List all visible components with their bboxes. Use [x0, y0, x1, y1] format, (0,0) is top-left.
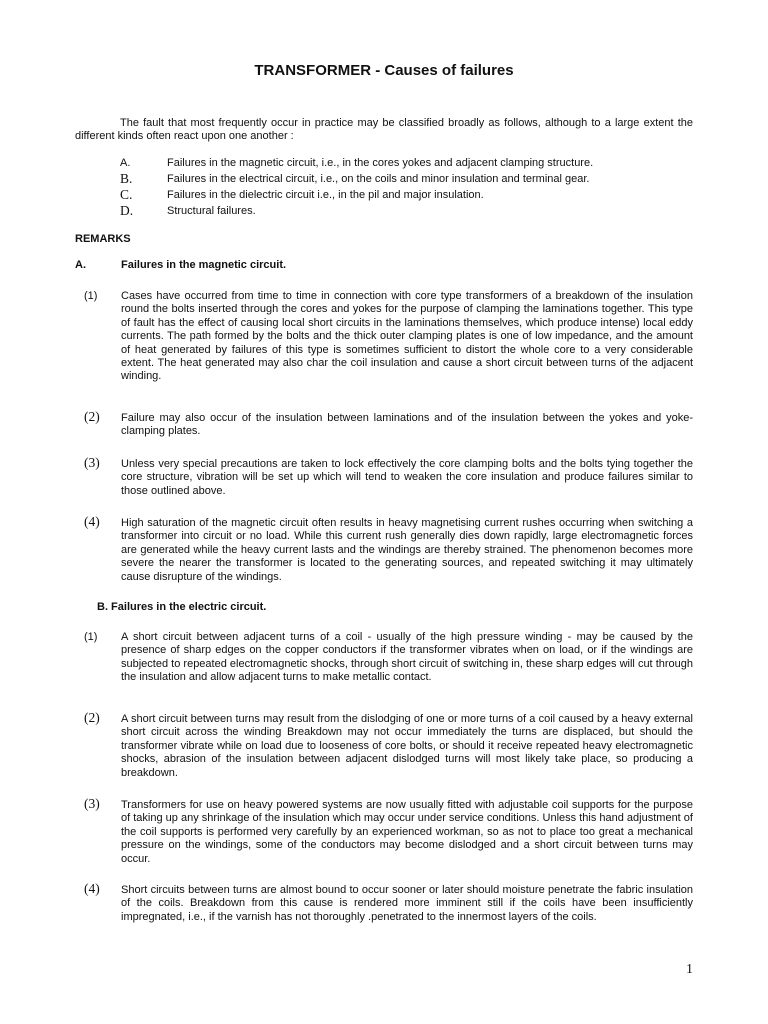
page-title: TRANSFORMER - Causes of failures — [254, 62, 514, 79]
paragraph-number: (2) — [84, 710, 100, 725]
paragraph-number: (3) — [84, 455, 100, 470]
section-b-heading: B. Failures in the electric circuit. — [97, 601, 267, 613]
category-letter: C. — [120, 187, 133, 202]
paragraph-text: A short circuit between adjacent turns of a coil - usually of the high pressure winding - may be caused by the presence of sharp edges on the copper conductors if the transformer vibrates when on load, or if the windings are subjected to repeated electromagnetic shocks, through short circuit of switching in, these sharp edges will cut through the insulation and allow adjacent turns to make metallic contact. — [121, 631, 693, 684]
paragraph-text: Short circuits between turns are almost bound to occur sooner or later should moisture penetrate the fabric insulation of the coils. Breakdown from this cause is rendered more imminent still if the coils have been insufficiently impregnated, i.e., if the varnish has not thoroughly .penetrated to the innermost layers of the coils. — [121, 884, 693, 923]
category-text: Failures in the magnetic circuit, i.e., in the cores yokes and adjacent clamping structure. — [167, 157, 594, 169]
paragraph-text: Transformers for use on heavy powered systems are now usually fitted with adjustable coil supports for the purpose of taking up any shrinkage of the insulation which may occur under service conditions. Unless this hand adjustment of the coil supports is performed very carefully by an experienced workman, so as not to place too great a mechanical pressure on the windings, some of the conductors may become dislodged and a short circuit between turns may occur. — [121, 799, 693, 865]
paragraph-number: (1) — [84, 290, 98, 302]
category-text: Structural failures. — [167, 205, 256, 217]
paragraph-text: Unless very special precautions are taken to lock effectively the core clamping bolts and the bolts tying together the core structure, vibration will be set up which will tend to weaken the core insulation and produce failures similar to those outlined above. — [121, 458, 693, 497]
category-letter: D. — [120, 203, 134, 218]
category-item — [0, 172, 768, 188]
paragraph-number: (2) — [84, 409, 100, 424]
section-a-title: Failures in the magnetic circuit. — [121, 259, 287, 271]
paragraph-number: (3) — [84, 796, 100, 811]
category-letter: B. — [120, 171, 133, 186]
paragraph-text: Failure may also occur of the insulation between laminations and of the insulation between the yokes and yoke-clamping plates. — [121, 412, 693, 438]
category-item — [0, 204, 768, 220]
paragraph-number: (4) — [84, 514, 100, 529]
paragraph-number: (1) — [84, 631, 98, 643]
failure-categories-list — [0, 156, 768, 220]
category-item — [0, 156, 768, 172]
category-text: Failures in the dielectric circuit i.e., in the pil and major insulation. — [167, 189, 484, 201]
paragraph-text: High saturation of the magnetic circuit often results in heavy magnetising current rushes occurring when switching a transformer into circuit or no load. While this current rush generally dies down rapidly, large electromagnetic forces are generated while the heavy current lasts and the windings are thereby strained. The phenomenon becomes more severe the nearer the transformer is located to the generating sources, and repeated switching it may ultimately cause disrupture of the windings. — [121, 517, 693, 583]
page-number: 1 — [686, 962, 693, 977]
intro-paragraph: The fault that most frequently occur in practice may be classified broadly as follows, although to a large extent the different kinds often react upon one another : — [75, 117, 693, 143]
section-a-letter: A. — [75, 259, 86, 271]
category-text: Failures in the electrical circuit, i.e., on the coils and minor insulation and terminal gear. — [167, 173, 590, 185]
paragraph-text: A short circuit between turns may result from the dislodging of one or more turns of a coil caused by a heavy external short circuit across the winding Breakdown may not occur immediately the turns are displaced, but should the transformer vibrate while on load due to looseness of core bolts, or should it receive repeated heavy electromagnetic shocks, abrasion of the insulation between adjacent dislodged turns will most likely take place, so producing a breakdown. — [121, 713, 693, 779]
paragraph-text: Cases have occurred from time to time in connection with core type transformers of a breakdown of the insulation round the bolts inserted through the cores and yokes for the purpose of clamping the laminations together. This type of fault has the effect of causing local short circuits in the laminations themselves, which produce intense) local eddy currents. The path formed by the bolts and the thick outer clamping plates is one of low impedance, and the amount of heat generated by failures of this type is sometimes sufficient to distort the whole core to a very considerable extent. The heat generated may also char the coil insulation and cause a short circuit between turns of the adjacent winding. — [121, 290, 693, 383]
category-item — [0, 188, 768, 204]
paragraph-number: (4) — [84, 881, 100, 896]
category-letter: A. — [120, 157, 131, 169]
remarks-heading: REMARKS — [75, 233, 131, 245]
